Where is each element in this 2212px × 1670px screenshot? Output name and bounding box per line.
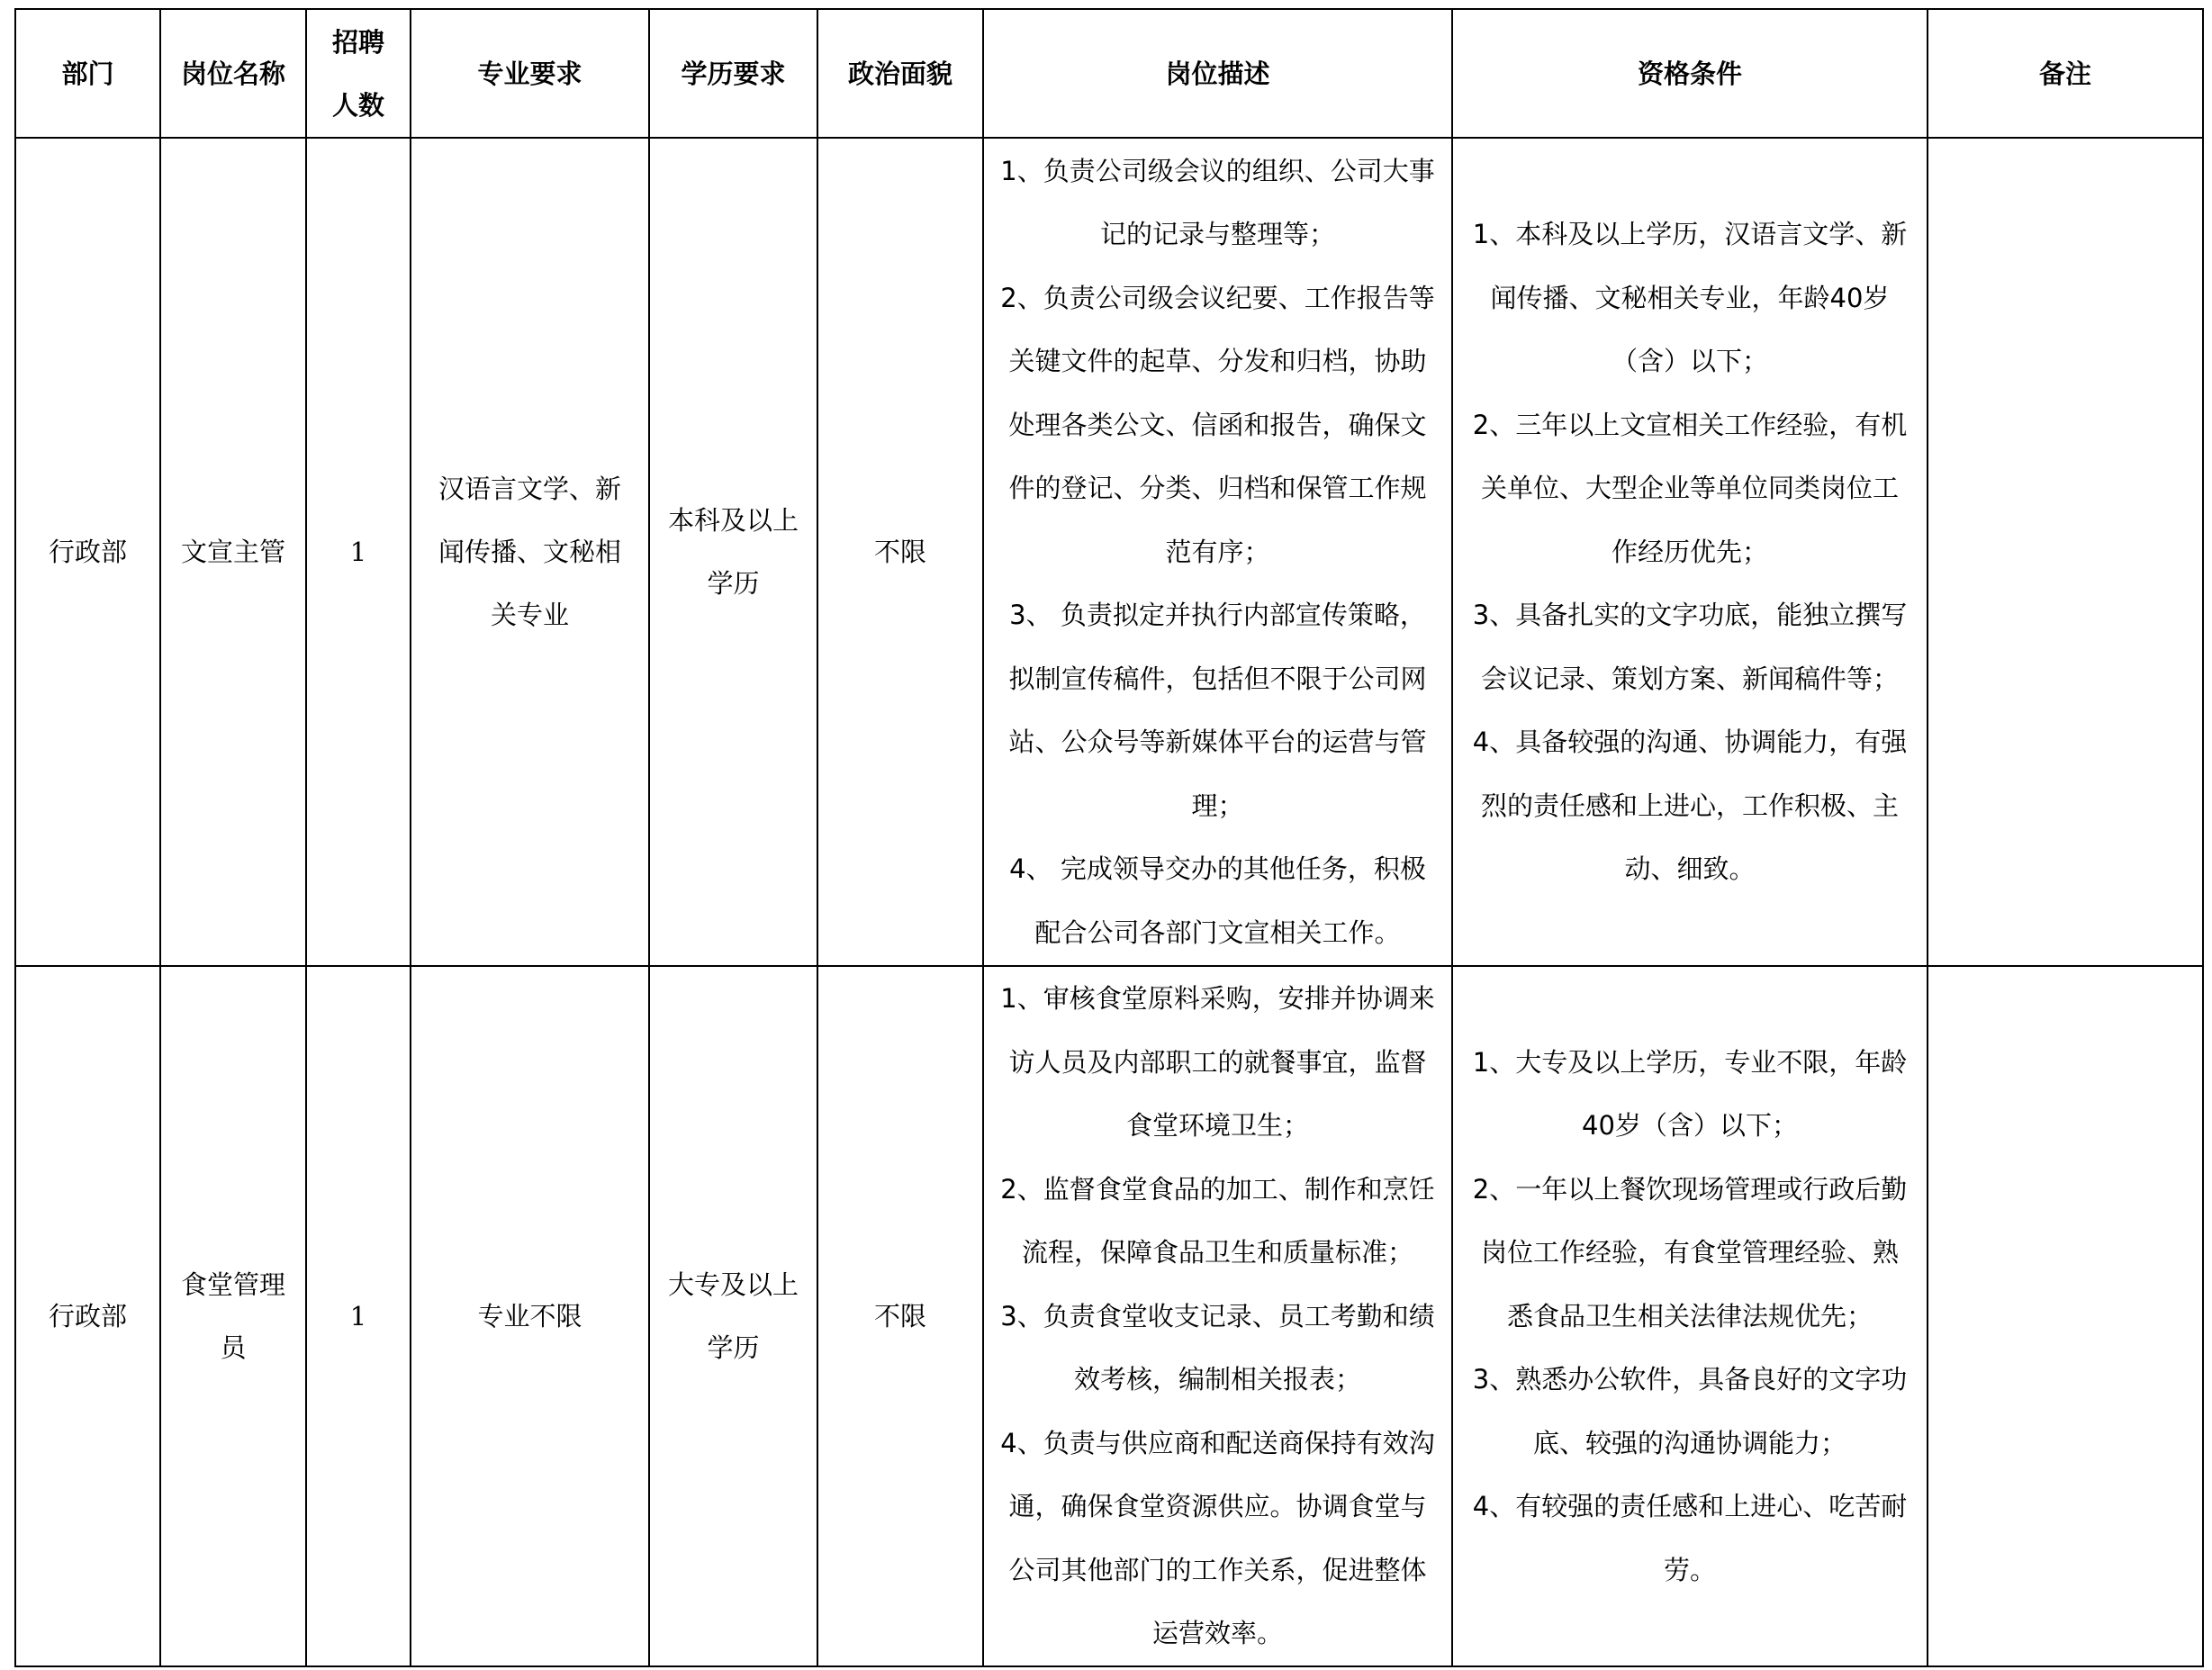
description-line: 理；	[1191, 790, 1244, 821]
cell-headcount: 1	[306, 138, 411, 966]
qualification-line: 3、熟悉办公软件，具备良好的文字功	[1472, 1364, 1908, 1395]
cell-description	[983, 138, 1452, 966]
cell-position	[160, 966, 306, 1666]
header-education: 学历要求	[649, 9, 817, 138]
education-line: 大专及以上	[667, 1268, 799, 1300]
description-line: 配合公司各部门文宣相关工作。	[1034, 916, 1401, 948]
cell-education	[649, 966, 817, 1666]
description-line: 效考核，编制相关报表；	[1073, 1364, 1361, 1395]
description-line: 1、负责公司级会议的组织、公司大事	[1000, 155, 1435, 186]
position-line: 食堂管理	[180, 1268, 285, 1300]
header-major: 专业要求	[411, 9, 649, 138]
description-line: 站、公众号等新媒体平台的运营与管	[1008, 727, 1427, 758]
header-position: 岗位名称	[160, 9, 306, 138]
cell-political: 不限	[817, 138, 983, 966]
major-line: 关专业	[490, 600, 569, 630]
table-row	[15, 966, 2203, 1666]
qualification-line: 关单位、大型企业等单位同类岗位工	[1480, 473, 1899, 504]
header-department: 部门	[15, 9, 160, 138]
header-headcount-line-1: 招聘	[331, 26, 384, 58]
table-row	[15, 138, 2203, 966]
description-line: 关键文件的起草、分发和归档，协助	[1008, 346, 1427, 377]
description-line: 流程，保障食品卫生和质量标准；	[1021, 1237, 1413, 1268]
recruitment-table	[14, 8, 2204, 1667]
description-line: 拟制宣传稿件，包括但不限于公司网	[1008, 663, 1427, 694]
description-line: 件的登记、分类、归档和保管工作规	[1008, 473, 1427, 504]
cell-qualification	[1452, 966, 1928, 1666]
qualification-line: 4、有较强的责任感和上进心、吃苦耐	[1472, 1491, 1908, 1521]
qualification-line: 动、细致。	[1624, 853, 1756, 885]
description-line: 记的记录与整理等；	[1099, 219, 1335, 250]
education-line: 学历	[707, 568, 760, 599]
description-line: 公司其他部门的工作关系，促进整体	[1008, 1554, 1427, 1585]
header-description: 岗位描述	[983, 9, 1452, 138]
cell-position	[160, 138, 306, 966]
qualification-line: 2、一年以上餐饮现场管理或行政后勤	[1472, 1173, 1908, 1205]
header-row	[15, 9, 2203, 138]
description-line: 食堂环境卫生；	[1125, 1110, 1309, 1141]
description-line: 运营效率。	[1151, 1618, 1283, 1648]
header-remark: 备注	[1928, 9, 2203, 138]
description-line: 3、负责食堂收支记录、员工考勤和绩	[1000, 1300, 1435, 1331]
qualification-line: 会议记录、策划方案、新闻稿件等；	[1480, 663, 1899, 694]
qualification-line: 1、本科及以上学历，汉语言文学、新	[1472, 219, 1908, 250]
position-line: 文宣主管	[180, 537, 285, 567]
qualification-line: 岗位工作经验，有食堂管理经验、熟	[1480, 1237, 1899, 1268]
qualification-line: 底、较强的沟通协调能力；	[1532, 1427, 1846, 1458]
education-line: 本科及以上	[667, 505, 799, 536]
header-qualification: 资格条件	[1452, 9, 1928, 138]
description-line: 访人员及内部职工的就餐事宜，监督	[1008, 1046, 1427, 1078]
header-political: 政治面貌	[817, 9, 983, 138]
qualification-line: 2、三年以上文宣相关工作经验，有机	[1472, 409, 1908, 440]
description-line: 2、负责公司级会议纪要、工作报告等	[1000, 282, 1435, 313]
cell-remark	[1928, 138, 2203, 966]
qualification-line: 1、大专及以上学历，专业不限，年龄	[1472, 1046, 1908, 1078]
header-headcount-line-2: 人数	[331, 89, 384, 121]
cell-description	[983, 966, 1452, 1666]
qualification-line: （含）以下；	[1611, 346, 1768, 377]
qualification-line: 劳。	[1663, 1554, 1716, 1585]
qualification-line: 3、具备扎实的文字功底，能独立撰写	[1472, 600, 1908, 631]
cell-major	[411, 138, 649, 966]
qualification-line: 闻传播、文秘相关专业，年龄40岁	[1490, 282, 1890, 313]
qualification-line: 作经历优先；	[1611, 536, 1768, 567]
description-line: 范有序；	[1165, 536, 1270, 567]
cell-remark	[1928, 966, 2203, 1666]
qualification-line: 4、具备较强的沟通、协调能力，有强	[1472, 727, 1908, 758]
major-line: 闻传播、文秘相	[438, 537, 621, 567]
cell-headcount: 1	[306, 966, 411, 1666]
cell-qualification	[1452, 138, 1928, 966]
cell-education	[649, 138, 817, 966]
qualification-line: 悉食品卫生相关法律法规优先；	[1506, 1300, 1873, 1331]
cell-major	[411, 966, 649, 1666]
qualification-line: 40岁（含）以下；	[1582, 1110, 1798, 1141]
major-line: 专业不限	[477, 1300, 582, 1331]
description-line: 4、负责与供应商和配送商保持有效沟	[1000, 1427, 1435, 1458]
description-line: 通，确保食堂资源供应。协调食堂与	[1008, 1491, 1427, 1521]
cell-department: 行政部	[15, 966, 160, 1666]
description-line: 3、 负责拟定并执行内部宣传策略，	[1009, 600, 1426, 631]
description-line: 4、 完成领导交办的其他任务，积极	[1009, 853, 1426, 885]
header-headcount	[306, 9, 411, 138]
position-line: 员	[220, 1331, 247, 1363]
education-line: 学历	[707, 1331, 760, 1363]
major-line: 汉语言文学、新	[438, 474, 621, 504]
description-line: 处理各类公文、信函和报告，确保文	[1008, 409, 1427, 440]
description-line: 2、监督食堂食品的加工、制作和烹饪	[1000, 1173, 1435, 1205]
cell-political: 不限	[817, 966, 983, 1666]
description-line: 1、审核食堂原料采购，安排并协调来	[1000, 983, 1435, 1014]
cell-department: 行政部	[15, 138, 160, 966]
qualification-line: 烈的责任感和上进心，工作积极、主	[1480, 790, 1899, 821]
